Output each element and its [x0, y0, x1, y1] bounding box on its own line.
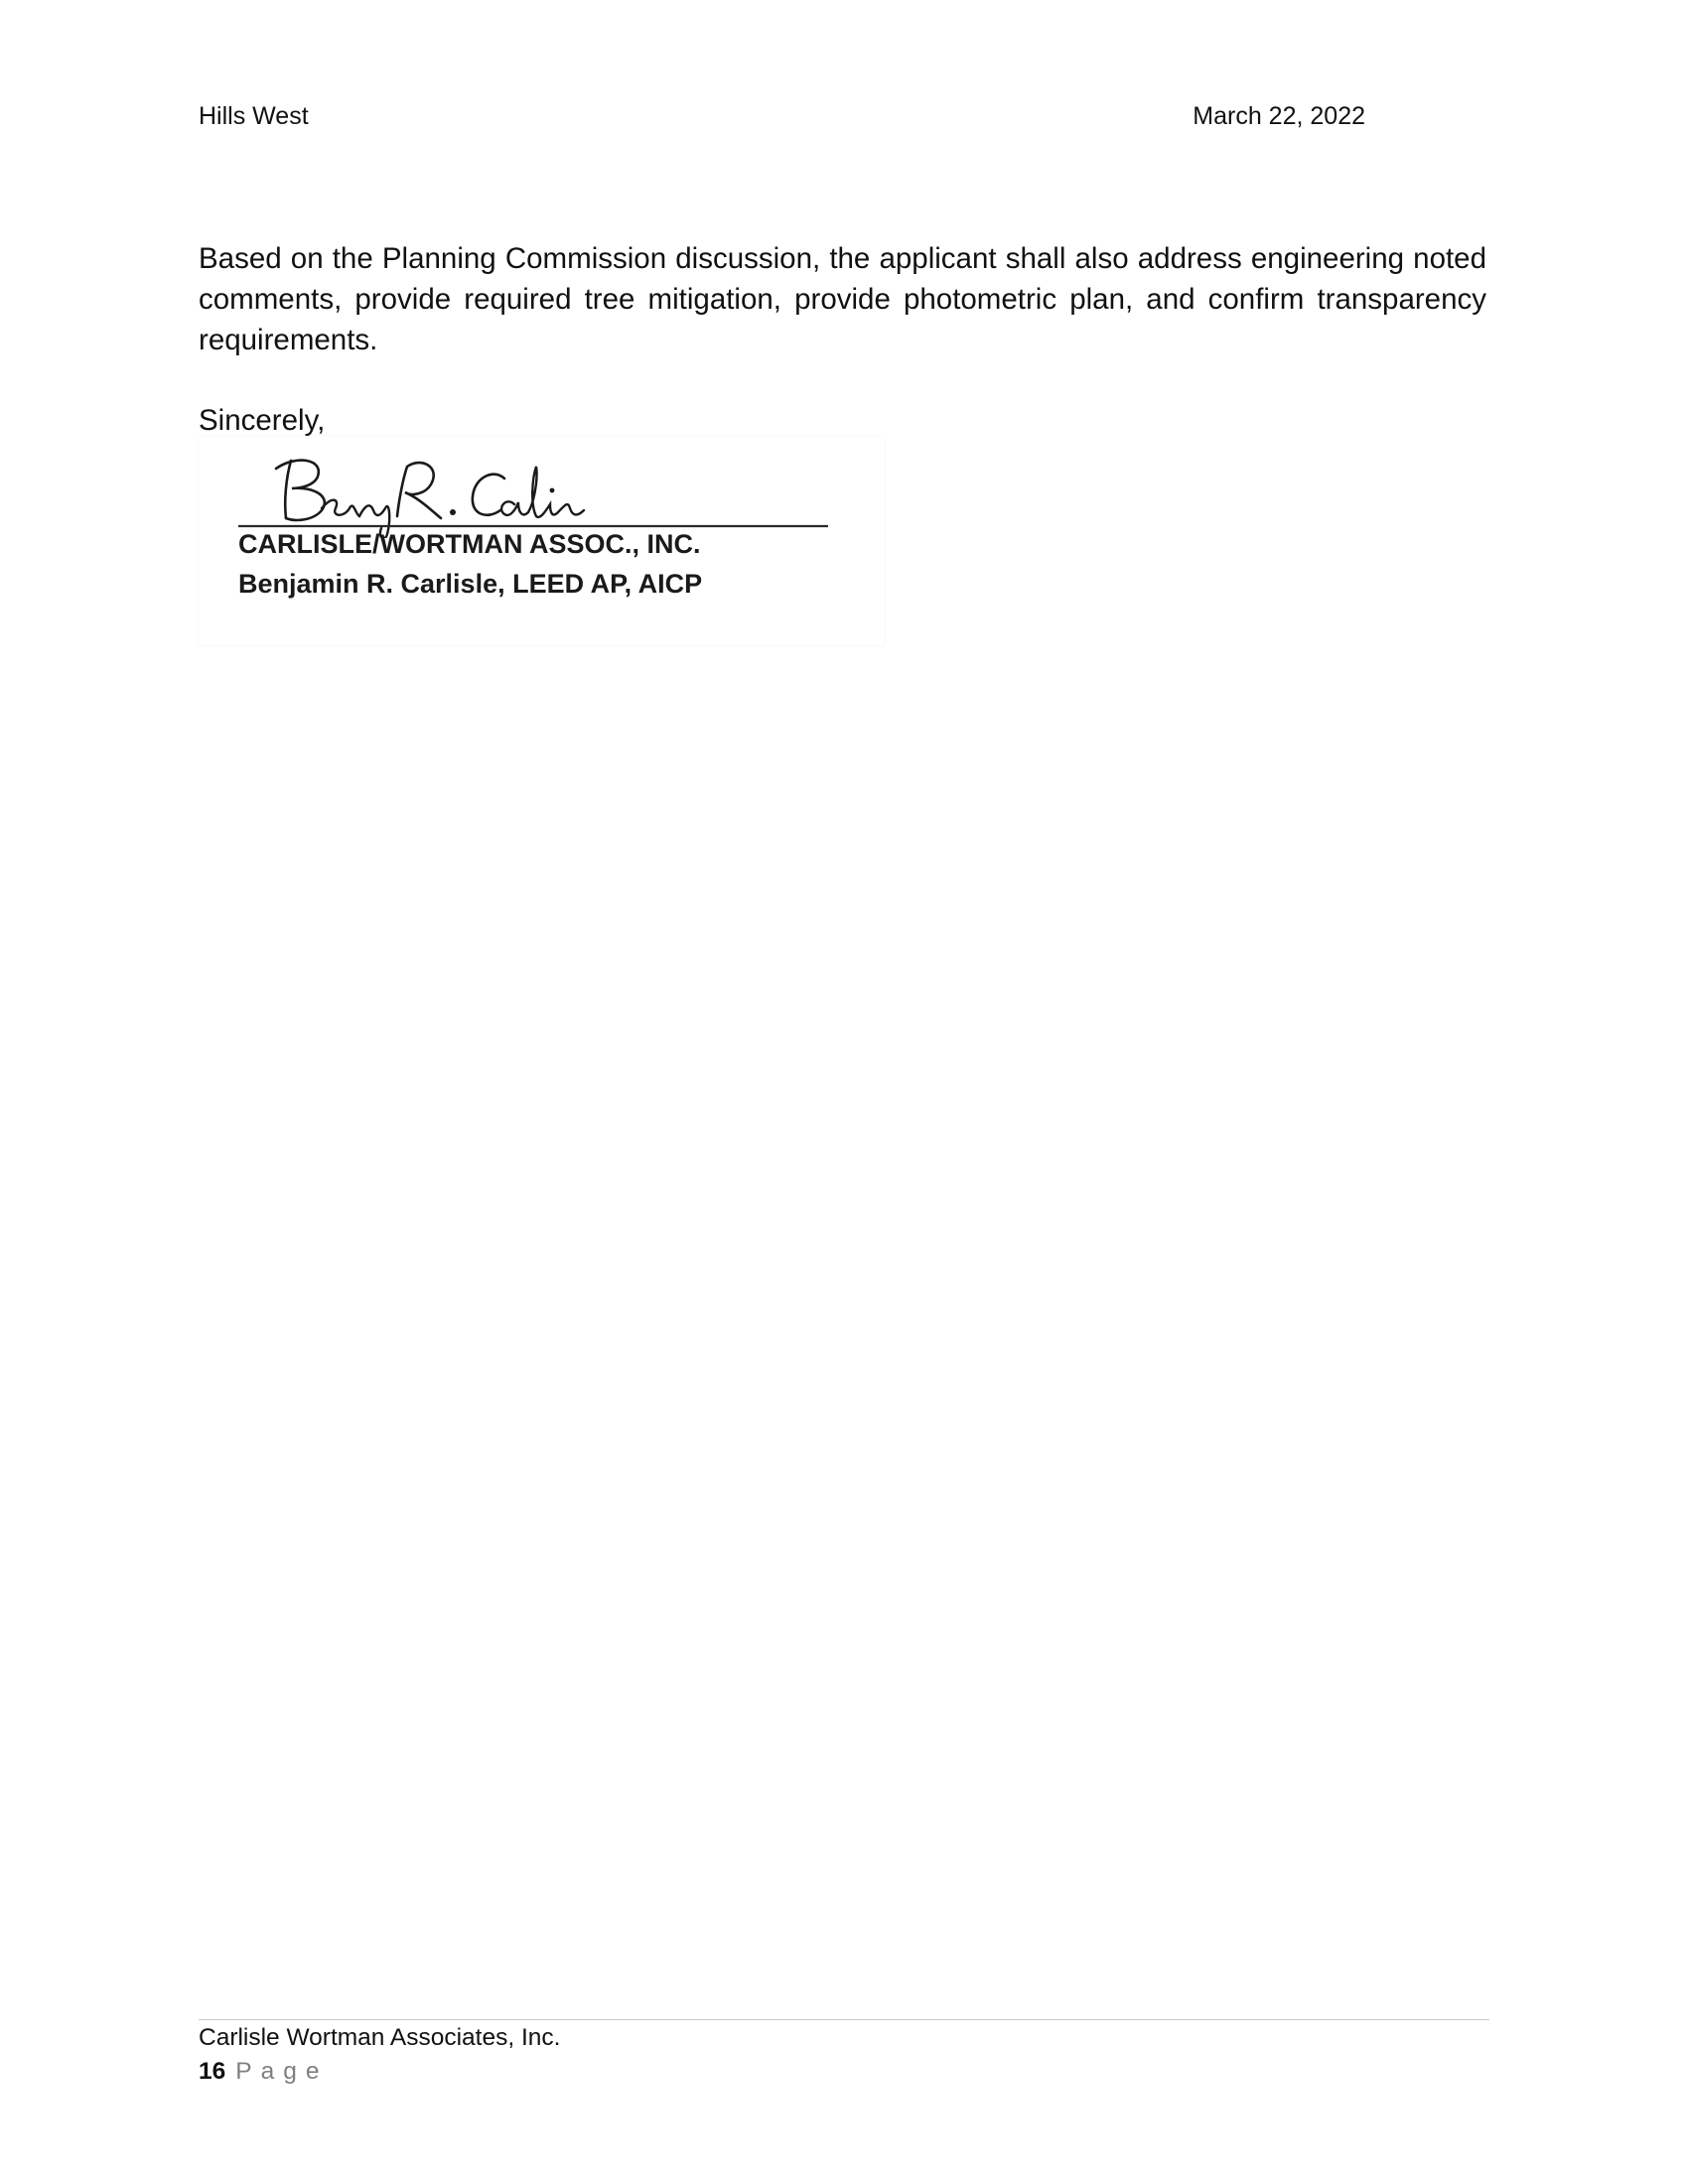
page-separator — [229, 2059, 231, 2083]
header-project-name: Hills West — [199, 102, 309, 130]
page-indicator — [199, 2055, 328, 2089]
footer-divider — [199, 2019, 1489, 2020]
signature-block — [199, 437, 884, 645]
page-header — [199, 99, 1365, 133]
signature-firm: CARLISLE/WORTMAN ASSOC., INC. — [238, 529, 701, 559]
page-label: Page — [235, 2058, 329, 2085]
closing-salutation: Sincerely, — [199, 404, 326, 437]
handwritten-signature — [236, 439, 882, 538]
page-number: 16 — [199, 2058, 226, 2085]
header-date: March 22, 2022 — [1193, 102, 1365, 130]
signature-name: Benjamin R. Carlisle, LEED AP, AICP — [238, 569, 703, 599]
body-paragraph: Based on the Planning Commission discussion, the applicant shall also address engineering noted comments, provide required tree mitigation, provide photometric plan, and confirm transparency requirements. — [199, 242, 1486, 356]
footer-company: Carlisle Wortman Associates, Inc. — [199, 2024, 561, 2051]
